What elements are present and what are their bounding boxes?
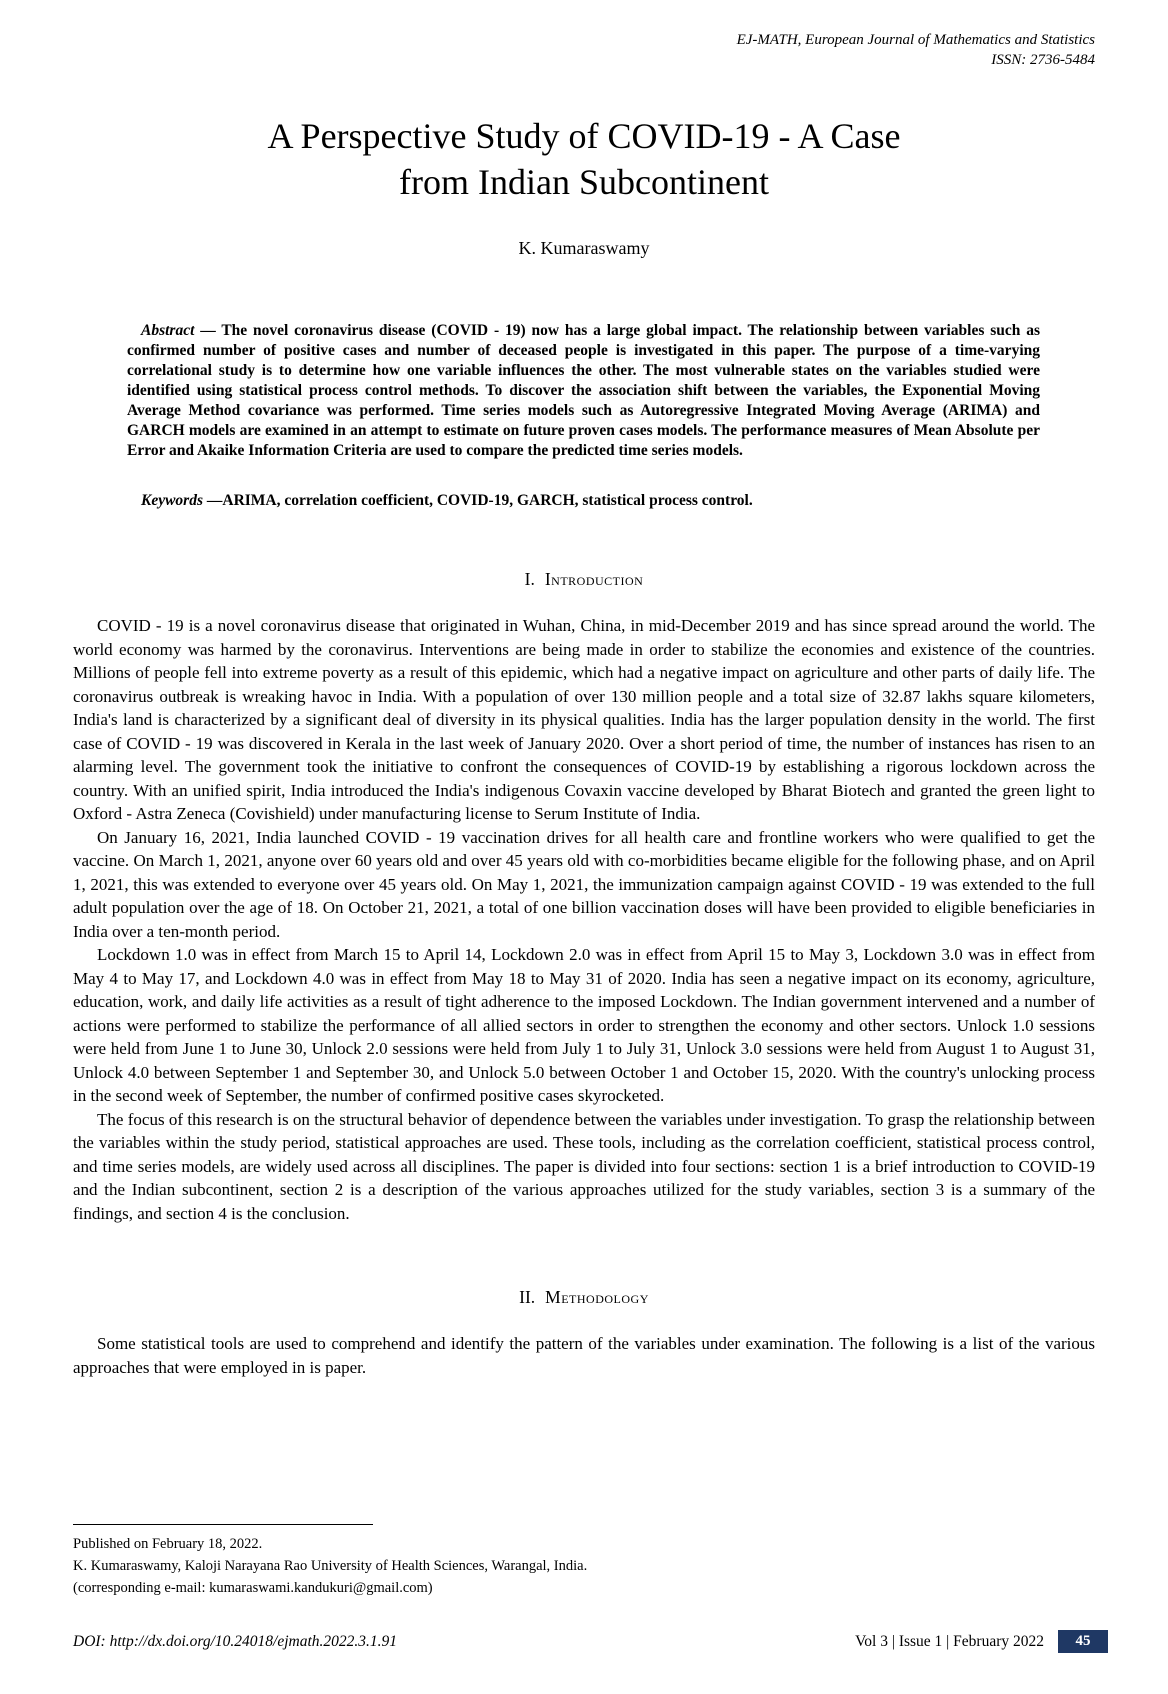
- journal-issn: ISSN: 2736-5484: [991, 52, 1095, 69]
- issue-info: Vol 3 | Issue 1 | February 2022: [855, 1632, 1044, 1650]
- methodology-paragraph-1: Some statistical tools are used to comprehend and identify the pattern of the variables under examination. The following is a list of the various approaches that were employed in is paper.: [73, 1334, 1095, 1377]
- intro-paragraph-1: COVID - 19 is a novel coronavirus disease that originated in Wuhan, China, in mid-December 2019 and has since spread around the world. The world economy was harmed by the coronavirus. Interventions are being made in order to stabilize the economies and existence of the countries. Millions of people fell into extreme poverty as a result of this epidemic, which had a negative impact on agriculture and other parts of daily life. The coronavirus outbreak is wreaking havoc in India. With a population of over 130 million people and a total size of 32.87 lakhs square kilometers, India's land is characterized by a significant deal of diversity in its physical qualities. India has the larger population density in the world. The first case of COVID - 19 was discovered in Kerala in the last week of January 2020. Over a short period of time, the number of instances has risen to an alarming level. The government took the initiative to confront the consequences of COVID-19 by establishing a rigorous lockdown across the country. With an unified spirit, India introduced the India's indigenous Covaxin vaccine developed by Bharat Biotech and granted the green light to Oxford - Astra Zeneca (Covishield) under manufacturing license to Serum Institute of India.: [73, 616, 1095, 824]
- abstract-block: [127, 321, 1040, 511]
- page-number-badge: 45: [1058, 1630, 1108, 1653]
- footnote-divider: [73, 1524, 373, 1525]
- doi-link: DOI: http://dx.doi.org/10.24018/ejmath.2022.3.1.91: [73, 1632, 398, 1650]
- section-name: Introduction: [544, 569, 644, 590]
- keywords-label: Keywords: [141, 492, 203, 510]
- intro-paragraph-2: On January 16, 2021, India launched COVID - 19 vaccination drives for all health care and frontline workers who were qualified to get the vaccine. On March 1, 2021, anyone over 60 years old and over 45 years old with co-morbidities became eligible for the following phase, and on April 1, 2021, this was extended to everyone over 45 years old. On May 1, 2021, the immunization campaign against COVID - 19 was extended to the full adult population over the age of 18. On October 21, 2021, a total of one billion vaccination doses will have been provided to eligible beneficiaries in India over a ten-month period.: [73, 827, 1095, 941]
- section-number: II.: [519, 1287, 536, 1308]
- journal-name: EJ-MATH, European Journal of Mathematics and Statistics: [736, 32, 1095, 48]
- section-number: I.: [524, 569, 535, 590]
- author-name: K. Kumaraswamy: [518, 238, 650, 259]
- paper-title-line2: from Indian Subcontinent: [399, 162, 769, 203]
- intro-paragraph-3: Lockdown 1.0 was in effect from March 15 to April 14, Lockdown 2.0 was in effect from April 15 to May 3, Lockdown 3.0 was in effect from May 4 to May 17, and Lockdown 4.0 was in effect from May 18 to May 31 of 2020. India has seen a negative impact on its economy, agriculture, education, work, and daily life activities as a result of tight adherence to the imposed Lockdown. The Indian government intervened and a number of actions were performed to stabilize the performance of all allied sectors in order to strengthen the economy and other sectors. Unlock 1.0 sessions were held from June 1 to June 30, Unlock 2.0 sessions were held from July 1 to July 31, Unlock 3.0 sessions were held from August 1 to August 31, Unlock 4.0 between September 1 and September 30, and Unlock 5.0 between October 1 and October 15, 2020. With the country's unlocking process in the second week of September, the number of confirmed positive cases skyrocketed.: [73, 945, 1095, 1106]
- page-footer: [73, 1630, 1108, 1653]
- footnote-email: (corresponding e-mail: kumaraswami.kandukuri@gmail.com): [73, 1580, 433, 1596]
- keywords-paragraph: [127, 491, 1040, 511]
- footnote-published: Published on February 18, 2022.: [73, 1536, 263, 1552]
- journal-header: [73, 30, 1095, 71]
- abstract-paragraph: [127, 321, 1040, 461]
- section-heading-methodology: [73, 1287, 1095, 1308]
- intro-paragraph-4: The focus of this research is on the structural behavior of dependence between the variables under investigation. To grasp the relationship between the variables within the study period, statistical approaches are used. These tools, including as the correlation coefficient, statistical process control, and time series models, are widely used across all disciplines. The paper is divided into four sections: section 1 is a brief introduction to COVID-19 and the Indian subcontinent, section 2 is a description of the various approaches utilized for the study variables, section 3 is a summary of the findings, and section 4 is the conclusion.: [73, 1109, 1095, 1223]
- abstract-label: Abstract: [141, 322, 195, 340]
- paper-body: [73, 569, 1095, 1379]
- footnote-affiliation: K. Kumaraswamy, Kaloji Narayana Rao University of Health Sciences, Warangal, India.: [73, 1558, 588, 1574]
- section-name: Methodology: [545, 1287, 649, 1308]
- abstract-text: — The novel coronavirus disease (COVID - 19) now has a large global impact. The relationship between variables such as confirmed number of positive cases and number of deceased people is investigated in this paper. The purpose of a time-varying correlational study is to determine how one variable influences the other. The most vulnerable states on the variables studied were identified using statistical process control methods. To discover the association shift between the variables, the Exponential Moving Average Method covariance was performed. Time series models such as Autoregressive Integrated Moving Average (ARIMA) and GARCH models are examined in an attempt to estimate on future proven cases models. The performance measures of Mean Absolute per Error and Akaike Information Criteria are used to compare the predicted time series models.: [127, 322, 1040, 460]
- paper-title: [73, 113, 1095, 207]
- section-heading-introduction: [73, 569, 1095, 590]
- paper-title-line1: A Perspective Study of COVID-19 - A Case: [267, 115, 901, 156]
- keywords-text: —ARIMA, correlation coefficient, COVID-19, GARCH, statistical process control.: [203, 492, 753, 510]
- footnote-block: [73, 1524, 633, 1599]
